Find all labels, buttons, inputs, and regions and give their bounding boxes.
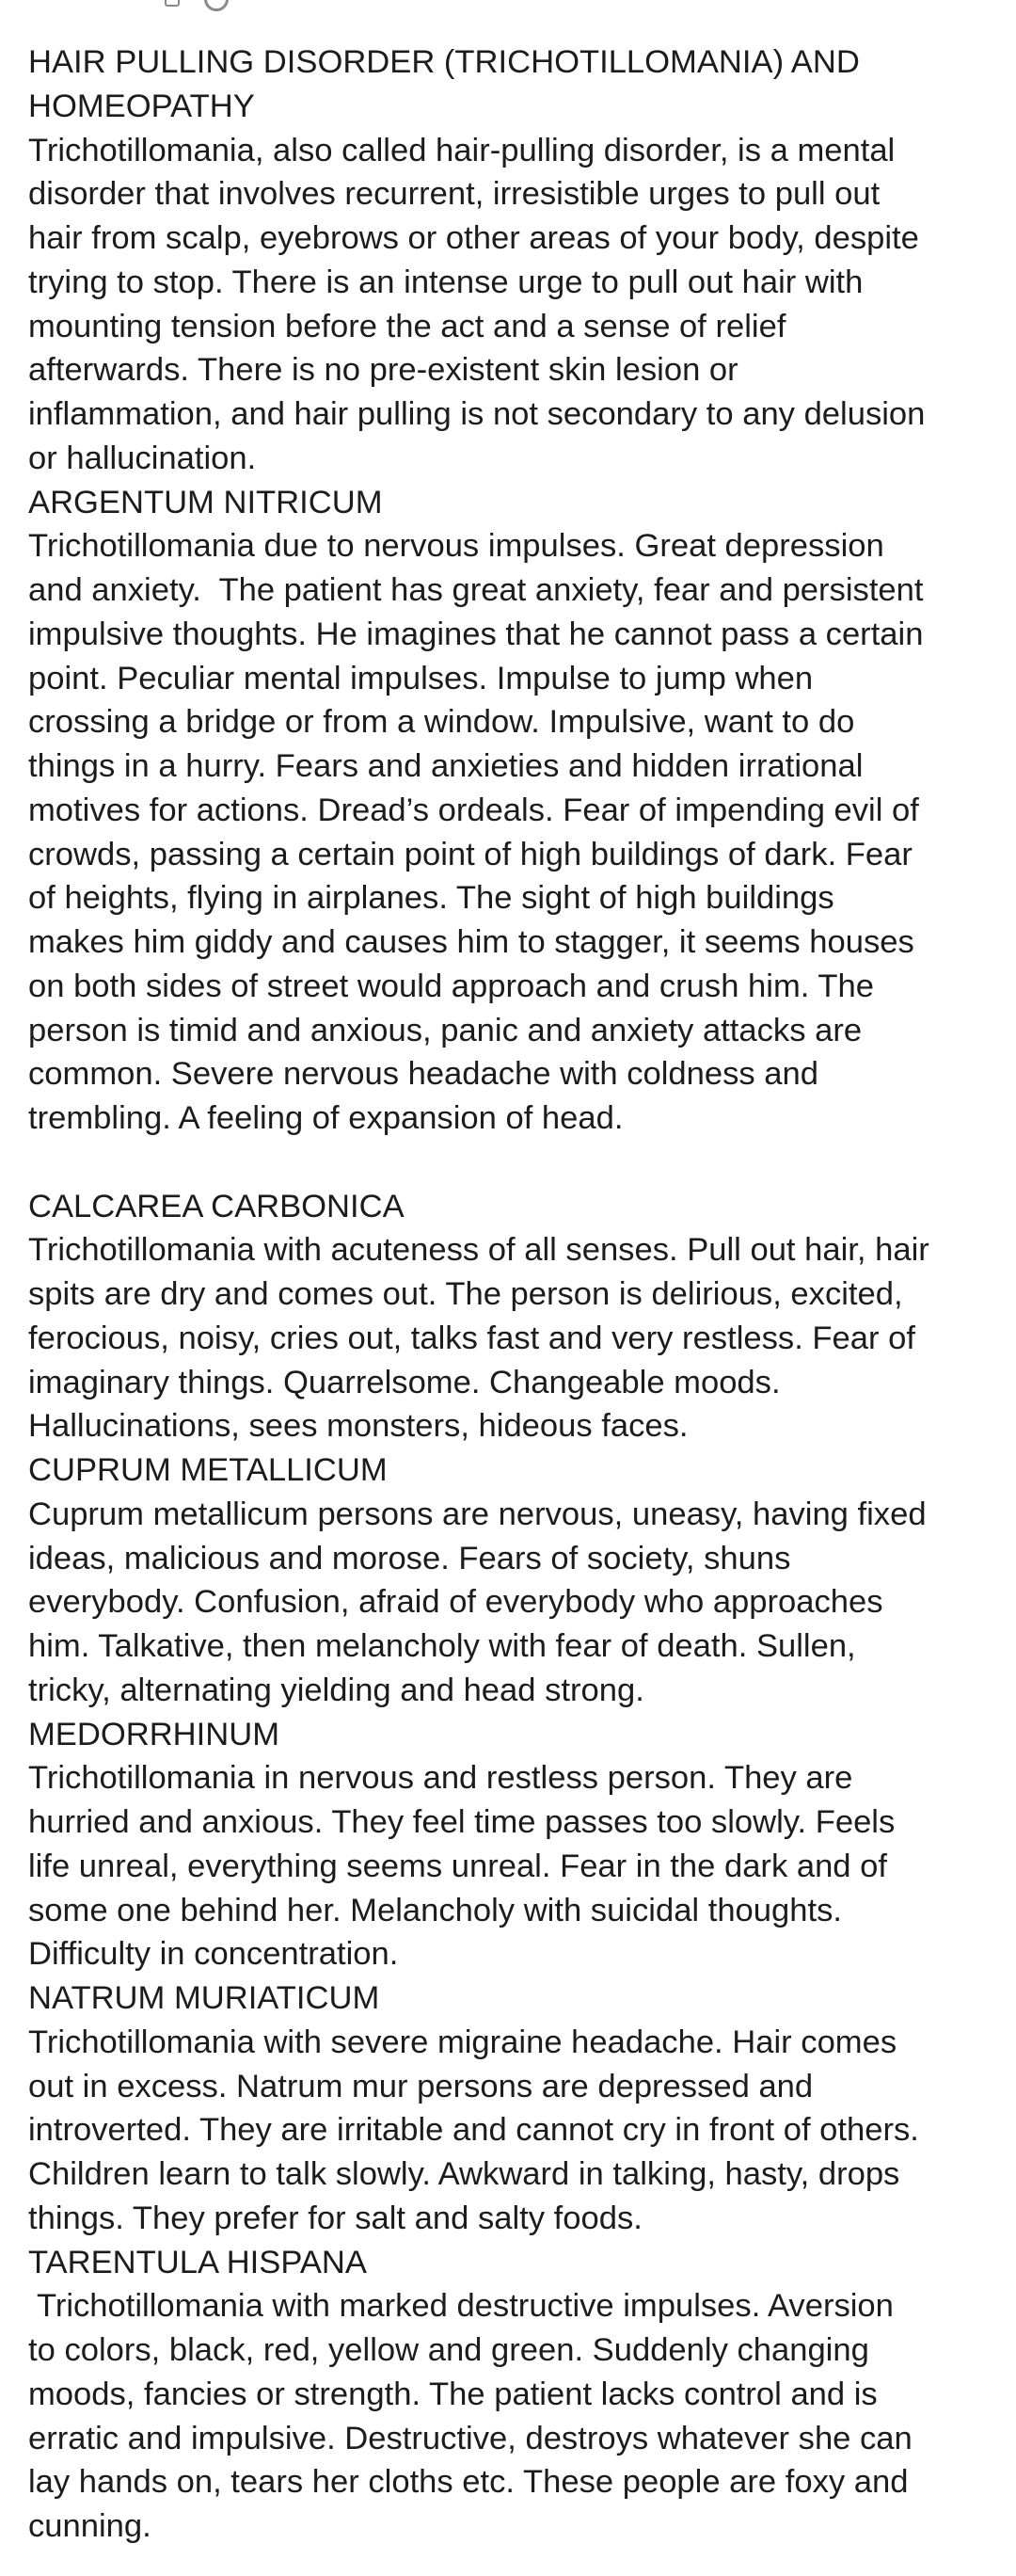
- intro-paragraph: [28, 129, 997, 481]
- globe-icon: [204, 0, 229, 11]
- text-line: ferocious, noisy, cries out, talks fast and very restless. Fear of: [28, 1320, 915, 1356]
- text-line: Cuprum metallicum persons are nervous, uneasy, having fixed: [28, 1496, 927, 1532]
- text-line: tricky, alternating yielding and head strong.: [28, 1672, 644, 1708]
- text-line: trembling. A feeling of expansion of head.: [28, 1100, 624, 1136]
- text-line: Difficulty in concentration.: [28, 1936, 399, 1973]
- text-line: lay hands on, tears her cloths etc. These people are foxy and: [28, 2464, 909, 2501]
- text-line: on both sides of street would approach and crush him. The: [28, 968, 874, 1004]
- text-line: to colors, black, red, yellow and green. Suddenly changing: [28, 2332, 869, 2368]
- text-line: him. Talkative, then melancholy with fear of death. Sullen,: [28, 1628, 856, 1664]
- text-line: Trichotillomania due to nervous impulses. Great depression: [28, 528, 884, 565]
- text-line: of heights, flying in airplanes. The sight of high buildings: [28, 880, 834, 917]
- remedy-heading: NATRUM MURIATICUM: [28, 1980, 380, 2016]
- text-line: things in a hurry. Fears and anxieties and hidden irrational: [28, 748, 864, 784]
- text-line: or hallucination.: [28, 440, 257, 476]
- remedy-medorrhinum: [28, 1713, 997, 1977]
- text-line: Trichotillomania with acuteness of all senses. Pull out hair, hair: [28, 1232, 929, 1269]
- remedy-heading: CUPRUM METALLICUM: [28, 1452, 388, 1488]
- text-line: motives for actions. Dread’s ordeals. Fear of impending evil of: [28, 792, 919, 828]
- text-line: crossing a bridge or from a window. Impulsive, want to do: [28, 704, 855, 741]
- text-line: and anxiety. The patient has great anxiety, fear and persistent: [28, 572, 924, 608]
- remedy-heading: TARENTULA HISPANA: [28, 2244, 367, 2280]
- text-line: spits are dry and comes out. The person is delirious, excited,: [28, 1276, 903, 1312]
- text-line: imaginary things. Quarrelsome. Changeable moods.: [28, 1364, 781, 1400]
- text-line: things. They prefer for salt and salty foods.: [28, 2200, 643, 2236]
- text-line: mounting tension before the act and a sense of relief: [28, 308, 786, 344]
- text-line: erratic and impulsive. Destructive, destroys whatever she can: [28, 2420, 913, 2456]
- text-line: Children learn to talk slowly. Awkward in talking, hasty, drops: [28, 2156, 900, 2192]
- text-line: Hallucinations, sees monsters, hideous faces.: [28, 1408, 689, 1445]
- text-line: impulsive thoughts. He imagines that he cannot pass a certain: [28, 616, 924, 652]
- text-line: point. Peculiar mental impulses. Impulse to jump when: [28, 660, 814, 696]
- text-line: introverted. They are irritable and cannot cry in front of others.: [28, 2112, 919, 2149]
- text-line: person is timid and anxious, panic and anxiety attacks are: [28, 1012, 863, 1048]
- text-line: inflammation, and hair pulling is not secondary to any delusion: [28, 396, 926, 432]
- text-line: some one behind her. Melancholy with suicidal thoughts.: [28, 1892, 842, 1928]
- remedy-heading: CALCAREA CARBONICA: [28, 1188, 405, 1224]
- text-line: Trichotillomania, also called hair-pulling disorder, is a mental: [28, 132, 896, 168]
- title-line: HAIR PULLING DISORDER (TRICHOTILLOMANIA) AND: [28, 44, 860, 80]
- remedy-cuprum-metallicum: [28, 1448, 997, 1713]
- text-line: Trichotillomania in nervous and restless person. They are: [28, 1760, 853, 1797]
- text-line: everybody. Confusion, afraid of everybody who approaches: [28, 1584, 883, 1621]
- post-title: [28, 40, 997, 129]
- text-line: cunning.: [28, 2508, 151, 2544]
- text-line: disorder that involves recurrent, irresistible urges to pull out: [28, 176, 881, 213]
- share-icon: [165, 0, 180, 7]
- text-line: hair from scalp, eyebrows or other areas of your body, despite: [28, 220, 919, 256]
- cropped-toolbar-fragment: [165, 0, 229, 11]
- text-line: trying to stop. There is an intense urge to pull out hair with: [28, 264, 864, 300]
- text-line: makes him giddy and causes him to stagger, it seems houses: [28, 924, 914, 960]
- text-line: Trichotillomania with marked destructive impulses. Aversion: [28, 2288, 894, 2325]
- remedy-heading: ARGENTUM NITRICUM: [28, 484, 383, 520]
- text-line: Trichotillomania with severe migraine headache. Hair comes: [28, 2024, 897, 2060]
- text-line: crowds, passing a certain point of high buildings of dark. Fear: [28, 836, 913, 872]
- text-line: life unreal, everything seems unreal. Fear in the dark and of: [28, 1848, 887, 1884]
- text-line: common. Severe nervous headache with coldness and: [28, 1056, 818, 1093]
- text-line: ideas, malicious and morose. Fears of society, shuns: [28, 1540, 791, 1576]
- remedy-calcarea-carbonica: [28, 1185, 997, 1449]
- paragraph-spacer: [28, 1141, 997, 1185]
- post-body: [28, 40, 997, 2549]
- text-line: moods, fancies or strength. The patient lacks control and is: [28, 2376, 878, 2412]
- remedy-tarentula-hispana: [28, 2241, 997, 2549]
- title-line: HOMEOPATHY: [28, 88, 255, 124]
- remedy-heading: MEDORRHINUM: [28, 1716, 280, 1752]
- text-line: hurried and anxious. They feel time passes too slowly. Feels: [28, 1804, 896, 1840]
- text-line: afterwards. There is no pre-existent skin lesion or: [28, 352, 738, 389]
- remedy-argentum-nitricum: [28, 481, 997, 1141]
- text-line: out in excess. Natrum mur persons are depressed and: [28, 2068, 814, 2104]
- remedy-natrum-muriaticum: [28, 1976, 997, 2241]
